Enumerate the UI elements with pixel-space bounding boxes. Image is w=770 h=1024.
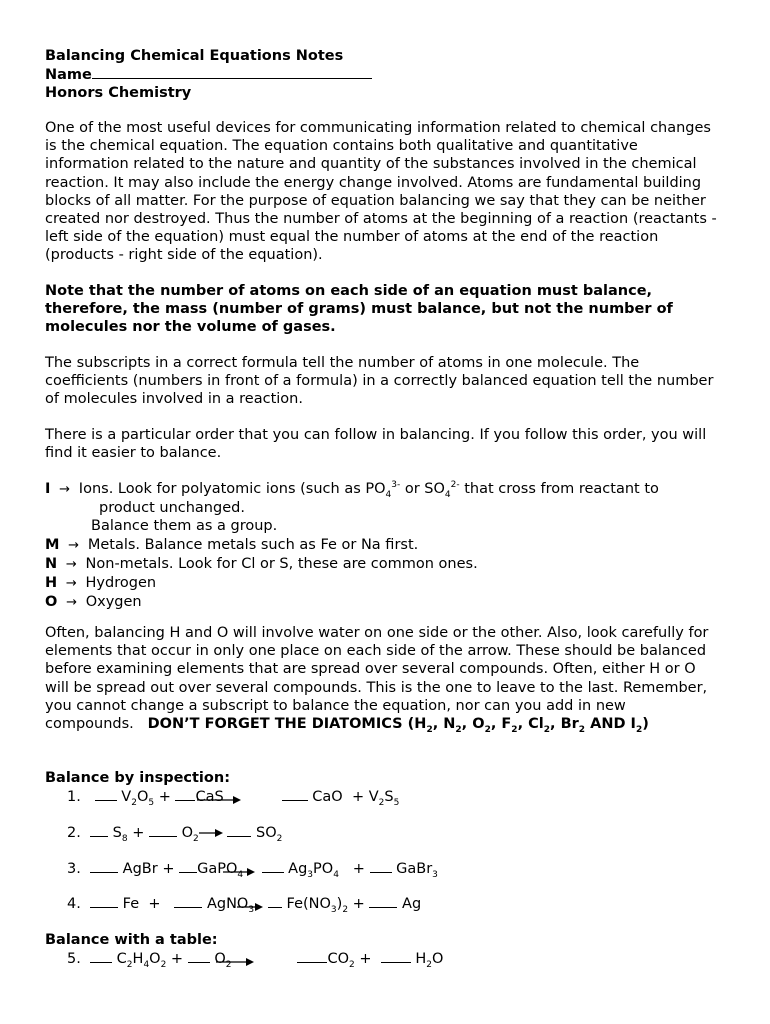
order-item-metals: M → Metals. Balance metals such as Fe or Na first. — [45, 536, 419, 553]
right-arrow-icon: → — [64, 537, 84, 553]
reaction-arrow-icon — [237, 902, 263, 912]
order-item-ions-line2: product unchanged. — [99, 500, 245, 517]
equation-5: 5. $C_2H_4O_2 + O_2$ $CO_2 + H_2O$ — [67, 951, 444, 970]
equation-3: 3. AgBr + GaPO$_4$ $Ag_3PO_4$ + GaBr$_3$ — [67, 861, 438, 880]
right-arrow-icon: → — [61, 576, 81, 592]
equation-1: 1. $V_2O_5$ + CaS CaO + $V_2S_5$ — [67, 789, 400, 808]
course-label: Honors Chemistry — [45, 85, 192, 102]
document-header — [45, 47, 725, 103]
note-paragraph: Note that the number of atoms on each side of an equation must balance, therefore, the mass (number of grams) must balance, but not the number of molecules nor the volume of gases. — [45, 283, 673, 336]
reaction-arrow-icon — [223, 867, 255, 877]
often-paragraph: Often, balancing H and O will involve water on one side or the other. Also, look carefully for elements that occur in only one place on each side of the arrow. These should be balanced before examining elements that are spread over several compounds. Often, either H or O will be spread out over several compounds. This is the one to leave to the last. Remember, you cannot change a subscript to balance the equation, nor can you add in new compounds. DON’T FORGET THE DIATOMICS ($H_2$, $N_2$, $O_2$, $F_2$, $Cl_2$, $Br_2$ AND $I_2$) — [45, 625, 709, 735]
table-heading: Balance with a table: — [45, 932, 218, 948]
order-item-nonmetals: N → Non-metals. Look for Cl or S, these are common ones. — [45, 555, 478, 572]
name-label: Name — [45, 67, 92, 84]
intro-paragraph: One of the most useful devices for communicating information related to chemical changes is the chemical equation. The equation contains both qualitative and quantitative information related to the nature and quantity of the substances involved in the chemical reaction. It may also include the energy change involved. Atoms are fundamental building blocks of all matter. For the purpose of equation balancing we say that they can be neither created nor destroyed. Thus the number of atoms at the beginning of a reaction (reactants - left side of the equation) must equal the number of atoms at the end of the reaction (products - right side of the equation). — [45, 120, 717, 264]
diatomics-note: DON’T FORGET THE DIATOMICS ($H_2$, $N_2$, $O_2$, $F_2$, $Cl_2$, $Br_2$ AND $I_2$) — [147, 716, 649, 735]
right-arrow-icon: → — [55, 482, 75, 497]
order-item-hydrogen: H → Hydrogen — [45, 575, 157, 592]
order-item-oxygen: O → Oxygen — [45, 594, 142, 611]
name-field — [45, 65, 725, 84]
reaction-arrow-icon — [199, 828, 223, 838]
order-item-ions: I → Ions. Look for polyatomic ions (such as $PO_4^{3-}$ or $SO_4^{2-}$ that cross from reactant to — [45, 480, 659, 500]
reaction-arrow-icon — [197, 795, 241, 805]
order-letter: I — [45, 481, 51, 497]
right-arrow-icon: → — [61, 556, 81, 572]
reaction-arrow-icon — [216, 957, 254, 967]
subscripts-paragraph: The subscripts in a correct formula tell the number of atoms in one molecule. The coefficients (numbers in front of a formula) in a correctly balanced equation tell the number of molecules involved in a reaction. — [45, 355, 714, 408]
order-item-ions-line3: Balance them as a group. — [91, 518, 278, 535]
equation-4: 4. Fe + AgNO$_3$ $Fe(NO_3)_2 + Ag$ — [67, 896, 422, 915]
inspection-heading: Balance by inspection: — [45, 770, 230, 786]
right-arrow-icon: → — [61, 595, 82, 611]
name-line — [92, 65, 372, 79]
document-title: Balancing Chemical Equations Notes — [45, 48, 344, 64]
equation-2: 2. $S_8 + O_2$ $SO_2$ — [67, 825, 283, 844]
order-paragraph: There is a particular order that you can follow in balancing. If you follow this order, you will find it easier to balance. — [45, 427, 707, 462]
balancing-order-list — [45, 480, 735, 612]
